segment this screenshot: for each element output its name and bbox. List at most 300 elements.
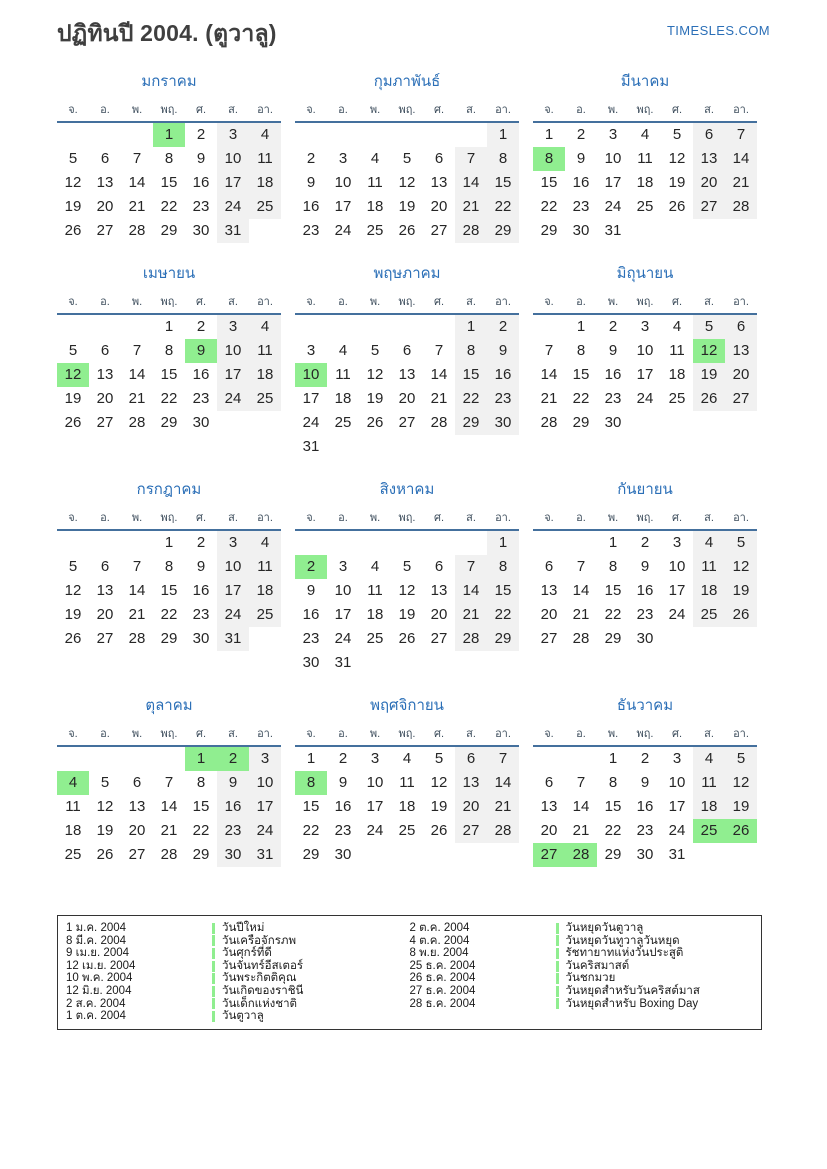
legend-item (410, 985, 754, 998)
day-cell: 22 (572, 390, 590, 407)
day-cell: 7 (725, 123, 757, 147)
legend-item (66, 998, 410, 1011)
day-cell: 16 (636, 798, 654, 815)
day-cell: 15 (540, 174, 558, 191)
weekday-label: จ. (306, 104, 316, 116)
day-cell: 29 (540, 222, 558, 239)
day-cell: 24 (604, 198, 622, 215)
day-cell: 16 (572, 174, 590, 191)
day-cell: 4 (338, 342, 348, 359)
weekday-row (295, 100, 519, 123)
day-cell: 10 (217, 147, 249, 171)
empty-cell (327, 435, 359, 459)
week-row (295, 339, 519, 363)
day-cell: 16 (192, 174, 210, 191)
empty-cell (249, 219, 281, 243)
day-cell: 21 (128, 606, 146, 623)
day-cell: 14 (455, 579, 487, 603)
day-cell: 28 (455, 219, 487, 243)
day-cell: 10 (249, 771, 281, 795)
weekday-label: จ. (544, 296, 554, 308)
day-cell: 5 (68, 558, 78, 575)
day-cell: 4 (249, 315, 281, 339)
day-cell: 12 (693, 339, 725, 363)
legend-date: 1 ม.ค. 2004 (66, 922, 127, 934)
empty-cell (121, 747, 153, 771)
legend-date: 27 ธ.ค. 2004 (409, 984, 476, 997)
legend-item (66, 935, 410, 948)
week-row (295, 651, 519, 675)
day-cell: 23 (636, 822, 654, 839)
weekday-row (57, 724, 281, 747)
day-cell: 7 (544, 342, 554, 359)
empty-cell (725, 219, 757, 243)
day-cell: 26 (64, 222, 82, 239)
day-cell: 20 (430, 606, 448, 623)
day-cell: 1 (487, 123, 519, 147)
day-cell: 11 (335, 366, 351, 383)
day-cell: 24 (249, 819, 281, 843)
weeks (533, 747, 757, 867)
weekday-label: อ. (338, 512, 348, 524)
legend-item (66, 1010, 410, 1023)
day-cell: 7 (132, 150, 142, 167)
weekday-label: พฤ. (398, 296, 416, 308)
legend-item (66, 985, 410, 998)
day-cell: 1 (164, 318, 174, 335)
day-cell: 24 (334, 630, 352, 647)
day-cell: 8 (455, 339, 487, 363)
weekday-label: จ. (68, 104, 78, 116)
weekday-label: พฤ. (160, 728, 178, 740)
week-row (295, 219, 519, 243)
empty-cell (89, 747, 121, 771)
day-cell: 19 (366, 390, 384, 407)
week-row (57, 771, 281, 795)
day-cell: 15 (160, 582, 178, 599)
day-cell: 11 (249, 339, 281, 363)
day-cell: 4 (370, 150, 380, 167)
day-cell: 2 (306, 150, 316, 167)
day-cell: 30 (192, 222, 210, 239)
day-cell: 20 (128, 822, 146, 839)
day-cell: 23 (636, 606, 654, 623)
empty-cell (391, 123, 423, 147)
weeks (295, 315, 519, 459)
day-cell: 2 (196, 126, 206, 143)
legend-item (66, 947, 410, 960)
day-cell: 14 (487, 771, 519, 795)
legend-item (66, 922, 410, 935)
day-cell: 30 (636, 846, 654, 863)
day-cell: 7 (576, 774, 586, 791)
day-cell: 27 (693, 195, 725, 219)
empty-cell (455, 651, 487, 675)
day-cell: 21 (572, 606, 590, 623)
empty-cell (533, 315, 565, 339)
day-cell: 3 (672, 750, 682, 767)
day-cell: 28 (160, 846, 178, 863)
empty-cell (391, 435, 423, 459)
empty-cell (455, 123, 487, 147)
day-cell: 13 (96, 366, 114, 383)
weekday-label: จ. (68, 296, 78, 308)
day-cell: 18 (636, 174, 654, 191)
weeks (295, 531, 519, 675)
weekday-label: ส. (466, 512, 476, 524)
legend-item (410, 972, 754, 985)
empty-cell (455, 435, 487, 459)
week-row (57, 363, 281, 387)
day-cell: 24 (334, 222, 352, 239)
week-row (57, 171, 281, 195)
day-cell: 28 (128, 630, 146, 647)
day-cell: 29 (455, 411, 487, 435)
day-cell: 13 (398, 366, 416, 383)
day-cell: 24 (217, 387, 249, 411)
holiday-marker-icon (212, 1011, 215, 1022)
day-cell: 14 (572, 798, 590, 815)
day-cell: 28 (487, 819, 519, 843)
holiday-marker-icon (556, 948, 559, 959)
day-cell: 27 (128, 846, 146, 863)
weekday-label: ส. (704, 728, 714, 740)
empty-cell (57, 747, 89, 771)
day-cell: 29 (160, 222, 178, 239)
month-block (533, 481, 757, 675)
day-cell: 10 (668, 558, 686, 575)
day-cell: 21 (487, 795, 519, 819)
legend-item (66, 960, 410, 973)
weeks (57, 747, 281, 867)
empty-cell (423, 435, 455, 459)
day-cell: 15 (160, 366, 178, 383)
weekday-label: ส. (228, 728, 238, 740)
month-block (57, 265, 281, 459)
legend-date: 12 มิ.ย. 2004 (66, 984, 132, 997)
weekday-label: พ. (131, 296, 143, 308)
empty-cell (391, 651, 423, 675)
day-cell: 2 (576, 126, 586, 143)
day-cell: 17 (668, 798, 686, 815)
weekday-label: ศ. (195, 296, 207, 308)
day-cell: 16 (487, 363, 519, 387)
holiday-marker-icon (212, 986, 215, 997)
day-cell: 7 (455, 147, 487, 171)
day-cell: 20 (540, 822, 558, 839)
day-cell: 1 (608, 750, 618, 767)
legend-label: วันเด็กแห่งชาติ (222, 997, 298, 1010)
day-cell: 19 (398, 606, 416, 623)
day-cell: 26 (64, 630, 82, 647)
legend-item (66, 972, 410, 985)
weekday-label: พ. (131, 104, 143, 116)
day-cell: 31 (249, 843, 281, 867)
day-cell: 23 (302, 630, 320, 647)
empty-cell (693, 627, 725, 651)
day-cell: 12 (96, 798, 114, 815)
day-cell: 3 (608, 126, 618, 143)
week-row (57, 147, 281, 171)
day-cell: 29 (302, 846, 320, 863)
day-cell: 26 (693, 387, 725, 411)
day-cell: 12 (725, 555, 757, 579)
day-cell: 27 (430, 630, 448, 647)
day-cell: 9 (306, 582, 316, 599)
day-cell: 25 (366, 222, 384, 239)
day-cell: 10 (217, 339, 249, 363)
day-cell: 22 (487, 603, 519, 627)
weekday-label: พฤ. (398, 104, 416, 116)
day-cell: 14 (725, 147, 757, 171)
week-row (57, 195, 281, 219)
day-cell: 4 (402, 750, 412, 767)
day-cell: 15 (487, 171, 519, 195)
week-row (295, 627, 519, 651)
day-cell: 29 (160, 630, 178, 647)
day-cell: 14 (430, 366, 448, 383)
month-block (295, 73, 519, 243)
page-header (0, 0, 827, 52)
empty-cell (249, 411, 281, 435)
weeks (57, 123, 281, 243)
day-cell: 8 (608, 774, 618, 791)
weeks (295, 123, 519, 243)
legend-label: วันหยุดวันทูวาลูวันหยุด (565, 934, 680, 947)
day-cell: 16 (604, 366, 622, 383)
day-cell: 13 (96, 174, 114, 191)
weekday-label: อ. (576, 728, 586, 740)
day-cell: 11 (637, 150, 653, 167)
day-cell: 12 (398, 174, 416, 191)
day-cell: 3 (306, 342, 316, 359)
legend-column-left (66, 922, 410, 1023)
weekday-label: อา. (257, 296, 273, 308)
day-cell: 2 (295, 555, 327, 579)
day-cell: 9 (217, 771, 249, 795)
empty-cell (391, 531, 423, 555)
weekday-label: อา. (733, 296, 749, 308)
day-cell: 16 (192, 366, 210, 383)
day-cell: 19 (725, 795, 757, 819)
weekday-label: อา. (495, 104, 511, 116)
day-cell: 2 (196, 534, 206, 551)
holiday-marker-icon (556, 998, 559, 1009)
weekday-row (533, 100, 757, 123)
day-cell: 14 (128, 174, 146, 191)
empty-cell (693, 411, 725, 435)
page-title: ปฏิทินปี 2004. (ตูวาลู) (57, 20, 277, 46)
weekday-label: พฤ. (636, 728, 654, 740)
week-row (533, 171, 757, 195)
weekday-label: ส. (228, 104, 238, 116)
day-cell: 18 (693, 795, 725, 819)
day-cell: 21 (540, 390, 558, 407)
week-row (295, 531, 519, 555)
day-cell: 8 (487, 147, 519, 171)
day-cell: 20 (430, 198, 448, 215)
day-cell: 3 (217, 315, 249, 339)
day-cell: 23 (487, 387, 519, 411)
weekday-label: พ. (369, 512, 381, 524)
day-cell: 4 (693, 747, 725, 771)
weekday-label: อา. (257, 512, 273, 524)
day-cell: 8 (487, 555, 519, 579)
day-cell: 21 (455, 603, 487, 627)
weekday-label: พฤ. (636, 296, 654, 308)
day-cell: 27 (96, 414, 114, 431)
empty-cell (565, 531, 597, 555)
day-cell: 19 (430, 798, 448, 815)
day-cell: 15 (572, 366, 590, 383)
day-cell: 20 (693, 171, 725, 195)
weekday-label: พฤ. (398, 728, 416, 740)
day-cell: 9 (196, 150, 206, 167)
legend-label: วันพระกิตติคุณ (222, 972, 297, 985)
day-cell: 11 (669, 342, 685, 359)
day-cell: 15 (487, 579, 519, 603)
day-cell: 23 (334, 822, 352, 839)
day-cell: 8 (164, 558, 174, 575)
weekday-label: อ. (576, 512, 586, 524)
day-cell: 29 (487, 627, 519, 651)
week-row (57, 627, 281, 651)
day-cell: 30 (192, 414, 210, 431)
day-cell: 28 (540, 414, 558, 431)
month-block (57, 697, 281, 867)
day-cell: 16 (302, 198, 320, 215)
day-cell: 8 (533, 147, 565, 171)
legend-column-right (410, 922, 754, 1023)
month-block (295, 481, 519, 675)
day-cell: 19 (668, 174, 686, 191)
weekday-label: พ. (607, 104, 619, 116)
day-cell: 3 (370, 750, 380, 767)
day-cell: 27 (398, 414, 416, 431)
weekday-label: จ. (306, 296, 316, 308)
day-cell: 5 (402, 558, 412, 575)
day-cell: 15 (302, 798, 320, 815)
day-cell: 13 (693, 147, 725, 171)
week-row (533, 603, 757, 627)
day-cell: 6 (544, 774, 554, 791)
week-row (295, 123, 519, 147)
day-cell: 23 (192, 198, 210, 215)
holiday-marker-icon (212, 923, 215, 934)
weekday-label: อ. (100, 728, 110, 740)
legend-label: วันเครือจักรภพ (222, 934, 297, 947)
day-cell: 27 (533, 843, 565, 867)
week-row (295, 555, 519, 579)
empty-cell (487, 843, 519, 867)
day-cell: 26 (398, 222, 416, 239)
weekday-row (57, 508, 281, 531)
day-cell: 10 (366, 774, 384, 791)
empty-cell (533, 531, 565, 555)
legend-label: รัชทายาทแห่งวันประสูติ (565, 947, 684, 960)
month-title: พฤศจิกายน (370, 697, 444, 714)
day-cell: 11 (249, 147, 281, 171)
day-cell: 12 (64, 174, 82, 191)
weekday-label: ส. (466, 104, 476, 116)
empty-cell (565, 747, 597, 771)
site-link[interactable]: TIMESLES.COM (666, 23, 770, 38)
weekday-label: พฤ. (160, 296, 178, 308)
day-cell: 30 (487, 411, 519, 435)
month-block (533, 697, 757, 867)
month-title: พฤษภาคม (373, 265, 441, 282)
day-cell: 4 (249, 531, 281, 555)
day-cell: 22 (540, 198, 558, 215)
legend-label: วันปีใหม่ (222, 922, 265, 934)
day-cell: 5 (100, 774, 110, 791)
day-cell: 25 (64, 846, 82, 863)
day-cell: 3 (217, 531, 249, 555)
day-cell: 18 (398, 798, 416, 815)
day-cell: 11 (367, 582, 383, 599)
empty-cell (249, 627, 281, 651)
weekday-label: ศ. (671, 728, 683, 740)
week-row (533, 123, 757, 147)
day-cell: 6 (100, 342, 110, 359)
week-row (57, 411, 281, 435)
day-cell: 3 (338, 558, 348, 575)
day-cell: 24 (636, 390, 654, 407)
day-cell: 22 (487, 195, 519, 219)
legend-label: วันศุกร์ที่ดี (222, 947, 272, 960)
week-row (533, 771, 757, 795)
holiday-marker-icon (556, 961, 559, 972)
day-cell: 24 (366, 822, 384, 839)
legend-date: 8 พ.ย. 2004 (409, 947, 469, 960)
weekday-label: พ. (369, 728, 381, 740)
weekday-label: อ. (338, 104, 348, 116)
day-cell: 22 (604, 822, 622, 839)
week-row (295, 363, 519, 387)
week-row (295, 315, 519, 339)
weekday-label: อ. (100, 104, 110, 116)
week-row (295, 171, 519, 195)
day-cell: 14 (540, 366, 558, 383)
day-cell: 25 (693, 819, 725, 843)
weekday-row (533, 724, 757, 747)
day-cell: 25 (636, 198, 654, 215)
day-cell: 18 (249, 579, 281, 603)
day-cell: 31 (217, 219, 249, 243)
day-cell: 4 (672, 318, 682, 335)
day-cell: 12 (725, 771, 757, 795)
day-cell: 5 (434, 750, 444, 767)
legend-label: วันตูวาลู (222, 1010, 264, 1023)
month-title: ธันวาคม (616, 697, 674, 714)
day-cell: 6 (725, 315, 757, 339)
day-cell: 10 (668, 774, 686, 791)
day-cell: 24 (668, 822, 686, 839)
day-cell: 14 (128, 582, 146, 599)
day-cell: 7 (132, 342, 142, 359)
day-cell: 9 (640, 558, 650, 575)
weekday-label: ศ. (671, 296, 683, 308)
day-cell: 12 (430, 774, 448, 791)
day-cell: 13 (540, 798, 558, 815)
day-cell: 1 (487, 531, 519, 555)
weekday-label: อ. (100, 296, 110, 308)
weekday-row (57, 292, 281, 315)
week-row (57, 123, 281, 147)
weeks (533, 123, 757, 243)
day-cell: 26 (430, 822, 448, 839)
weekday-label: จ. (306, 728, 316, 740)
